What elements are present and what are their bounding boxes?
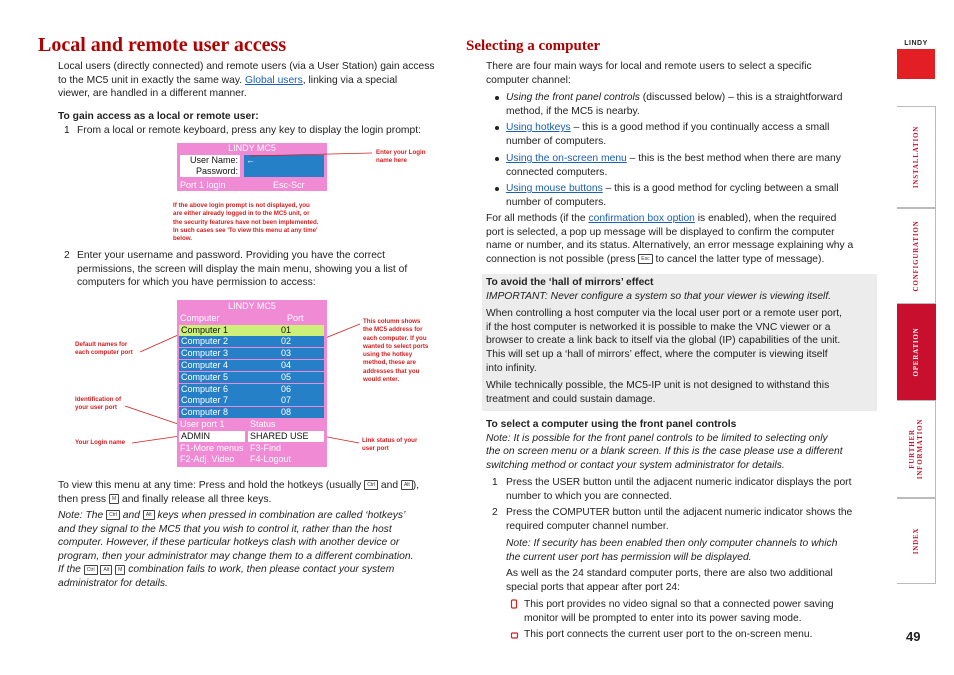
note-line: below. bbox=[173, 235, 193, 243]
computer-name: Computer 6 bbox=[181, 384, 229, 394]
text: and bbox=[122, 510, 140, 521]
note-line: name here bbox=[376, 157, 407, 165]
note-login-name: Your Login name bbox=[75, 439, 126, 446]
tab-installation[interactable] bbox=[897, 106, 936, 208]
text: special ports that appear after port 24: bbox=[506, 581, 681, 593]
intro-line: , linking via a special bbox=[302, 74, 398, 86]
computer-row[interactable] bbox=[179, 372, 324, 383]
note-line: the security features have not been implemented. bbox=[173, 218, 319, 226]
text: port is selected, a pop up message will be displayed to confirm the computer bbox=[486, 226, 835, 238]
text: computer channel: bbox=[486, 74, 571, 86]
menu-header: LINDY MC5 bbox=[228, 301, 276, 311]
computer-row[interactable] bbox=[179, 336, 324, 347]
note-line: each computer port bbox=[75, 349, 133, 357]
tab-further-information[interactable] bbox=[897, 400, 936, 498]
front-step-1-number: 1 bbox=[492, 477, 498, 488]
text: Press the bbox=[506, 477, 553, 488]
special-port-power-save bbox=[524, 598, 884, 625]
selecting-intro bbox=[486, 60, 881, 87]
computer-port: 04 bbox=[281, 360, 292, 370]
text: required computer channel number. bbox=[506, 520, 669, 532]
text: and bbox=[380, 480, 399, 491]
note-line: addresses that you bbox=[363, 367, 420, 375]
special-ports-intro bbox=[506, 567, 881, 594]
f2-adjust-video[interactable]: F2-Adj. Video bbox=[180, 454, 235, 464]
computer-row[interactable] bbox=[179, 384, 324, 395]
bullet-hotkeys bbox=[506, 121, 881, 148]
text: name or number, and its status. Alternatively, an error message explaining why a bbox=[486, 240, 854, 252]
global-users-link[interactable]: Global users bbox=[244, 74, 303, 86]
login-cursor-icon: ← bbox=[246, 155, 255, 165]
text: if the host computer is networked it is possible to make the VNC viewer or a bbox=[486, 321, 831, 333]
computer-name: Computer 3 bbox=[181, 348, 229, 358]
text: ), bbox=[412, 480, 420, 491]
text: Note: The bbox=[58, 510, 104, 521]
alt-key-icon: Alt bbox=[100, 565, 112, 575]
view-menu-paragraph bbox=[58, 479, 458, 506]
text: the current user port has permission will be displayed. bbox=[506, 551, 752, 563]
ctrl-key-icon: Ctrl bbox=[106, 510, 120, 520]
login-name-field: ADMIN bbox=[179, 431, 245, 442]
text: Press the bbox=[506, 507, 553, 518]
text: There are four main ways for local and remote users to select a specific bbox=[486, 61, 812, 72]
computer-port: 05 bbox=[281, 372, 292, 382]
front-step-2-number: 2 bbox=[492, 507, 498, 518]
front-step-1 bbox=[506, 476, 881, 503]
text: Note: It is possible for the front panel controls to be limited to selecting only bbox=[486, 432, 828, 444]
step-2-number: 2 bbox=[64, 250, 70, 261]
front-panel-section bbox=[486, 418, 881, 472]
f1-more-menus[interactable]: F1-More menus bbox=[180, 443, 244, 453]
text: If the bbox=[58, 564, 81, 576]
tab-label: INSTALLATION bbox=[912, 125, 920, 189]
text: number of computers. bbox=[506, 196, 607, 208]
note-enter-login bbox=[376, 149, 426, 166]
text: While technically possible, the MC5-IP unit is not designed to withstand this bbox=[486, 380, 830, 392]
intro-line: Local users (directly connected) and remote users (via a User Station) gain access bbox=[58, 61, 435, 72]
bullet-on-screen-menu bbox=[506, 152, 881, 179]
tab-label: CONFIGURATION bbox=[912, 220, 920, 292]
computer-row[interactable] bbox=[179, 348, 324, 359]
text: This will set up a ‘hall of mirrors’ effect, where the computer is viewing itself bbox=[486, 348, 828, 360]
text: Note: If security has been enabled then only computer channels to which bbox=[506, 538, 838, 549]
bullet-icon bbox=[495, 157, 499, 161]
bullet-icon bbox=[495, 187, 499, 191]
hotkeys-note bbox=[58, 509, 458, 591]
step-2-line: permissions, the screen will display the main menu, showing you a list of bbox=[77, 263, 408, 275]
on-screen-menu-port-icon bbox=[510, 629, 520, 641]
tab-label: FURTHER INFORMATION bbox=[908, 418, 924, 480]
note-line: each computer. If you bbox=[363, 334, 427, 342]
text: computer. However, if these particular hotkeys clash with another device or bbox=[58, 537, 400, 549]
text: – this is a good method if you continually access a small bbox=[570, 122, 830, 133]
text: To view this menu at any time: Press and hold the hotkeys (usually bbox=[58, 480, 362, 491]
security-note bbox=[506, 537, 881, 564]
text: administrator for details. bbox=[58, 577, 168, 589]
text: the on screen menu or a blank screen. If this is the case please use a different bbox=[486, 446, 843, 458]
page-number: 49 bbox=[906, 629, 921, 644]
user-port: User port 1 bbox=[180, 419, 225, 429]
tab-label: OPERATION bbox=[912, 327, 920, 377]
note-prompt-not-displayed bbox=[173, 202, 318, 243]
text: button until the adjacent numeric indicator displays the port bbox=[580, 477, 852, 488]
text: button until the adjacent numeric indicator shows the bbox=[609, 507, 853, 518]
computer-port: 03 bbox=[281, 348, 292, 358]
note-line: Link status of your bbox=[362, 437, 418, 444]
step-1-number: 1 bbox=[64, 125, 70, 136]
text: connected computers. bbox=[506, 166, 608, 178]
note-line: your user port bbox=[75, 404, 117, 412]
user-button-label: USER bbox=[552, 477, 581, 488]
note-line: Identification of bbox=[75, 396, 122, 403]
bullet-icon bbox=[495, 126, 499, 130]
computer-port: 07 bbox=[281, 395, 292, 405]
text: combination fails to work, then please contact your system bbox=[128, 564, 395, 576]
text: and they signal to the MC5 that you wish to control it, rather than the host bbox=[58, 523, 392, 535]
hall-of-mirrors-content bbox=[486, 276, 876, 406]
computer-name: Computer 5 bbox=[181, 372, 229, 382]
note-line: the MC5 address for bbox=[363, 326, 423, 334]
tab-label: INDEX bbox=[912, 527, 920, 555]
note-line: are either already logged in to the MC5 unit, or bbox=[173, 210, 310, 218]
text: keys when pressed in combination are called ‘hotkeys’ bbox=[157, 510, 406, 521]
computer-port: 06 bbox=[281, 384, 292, 394]
confirmation-box-link[interactable]: confirmation box option bbox=[588, 213, 695, 224]
front-panel-heading: To select a computer using the front panel controls bbox=[486, 419, 737, 430]
computer-row[interactable] bbox=[179, 407, 324, 418]
m-key-icon: M bbox=[115, 565, 125, 575]
f4-logout[interactable]: F4-Logout bbox=[250, 454, 292, 464]
ctrl-key-icon: Ctrl bbox=[84, 565, 98, 575]
note-line: Default names for bbox=[75, 341, 128, 348]
bullet-front-panel bbox=[506, 91, 881, 118]
computer-name: Computer 1 bbox=[181, 325, 229, 335]
text: is enabled), when the required bbox=[694, 213, 837, 224]
note-identification bbox=[75, 396, 121, 413]
text: – this is a good method for cycling between a small bbox=[602, 183, 839, 194]
text: and finally release all three keys. bbox=[122, 493, 272, 505]
esc-screen-save: Esc-Scr Save bbox=[273, 180, 305, 200]
computer-name: Computer 7 bbox=[181, 395, 229, 405]
text: (discussed below) – this is a straightforward bbox=[639, 92, 843, 103]
f3-find[interactable]: F3-Find bbox=[250, 443, 282, 453]
text: program, then your administrator may change them to a different combination. bbox=[58, 550, 414, 562]
step-2-line: computers for which you have permission to access: bbox=[77, 277, 316, 289]
password-label: Password: bbox=[195, 166, 238, 176]
using-hotkeys-link[interactable]: Using hotkeys bbox=[506, 122, 571, 133]
esc-key-icon: Esc bbox=[638, 254, 652, 264]
col-computer: Computer bbox=[180, 313, 220, 323]
computer-port: 08 bbox=[281, 407, 292, 417]
front-step-2 bbox=[506, 506, 881, 533]
main-menu-screen bbox=[177, 300, 327, 467]
text: This port provides no video signal so that a connected power saving bbox=[524, 599, 834, 610]
step-2-text bbox=[77, 249, 457, 290]
step-2-line: Enter your username and password. Providing you have the correct bbox=[77, 250, 385, 261]
computer-row[interactable] bbox=[179, 360, 324, 371]
logo-text: LINDY bbox=[904, 40, 928, 47]
intro-line: viewer, are handled in a different manner. bbox=[58, 88, 247, 100]
text: to cancel the latter type of message). bbox=[655, 253, 825, 265]
tab-index[interactable] bbox=[897, 498, 936, 584]
note-line: using the hotkey bbox=[363, 351, 413, 359]
note-line: would enter. bbox=[363, 376, 400, 384]
text: number of computers. bbox=[506, 135, 607, 147]
bullet-icon bbox=[495, 96, 499, 100]
text: switching method or contact your system administrator for details. bbox=[486, 459, 785, 471]
text: into infinity. bbox=[486, 362, 537, 374]
computer-row[interactable] bbox=[179, 395, 324, 406]
computer-port: 02 bbox=[281, 336, 292, 346]
text: monitor will be prompted to enter into its power saving mode. bbox=[524, 612, 802, 624]
tab-configuration[interactable] bbox=[897, 208, 936, 304]
note-line: If the above login prompt is not displayed, you bbox=[173, 202, 310, 209]
note-column-address bbox=[363, 318, 428, 384]
text: For all methods (if the bbox=[486, 213, 589, 224]
ctrl-key-icon: Ctrl bbox=[364, 480, 378, 490]
bullet-mouse-buttons bbox=[506, 182, 881, 209]
text: As well as the 24 standard computer ports, there are also two additional bbox=[506, 568, 833, 579]
gain-access-heading: To gain access as a local or remote user: bbox=[58, 111, 259, 122]
text: then press bbox=[58, 493, 107, 505]
note-line: This column shows bbox=[363, 318, 421, 325]
computer-name: Computer 8 bbox=[181, 407, 229, 417]
alt-key-icon: Alt bbox=[143, 510, 155, 520]
all-methods-paragraph bbox=[486, 212, 881, 266]
power-save-port-icon bbox=[510, 599, 520, 611]
mouse-buttons-link[interactable]: Using mouse buttons bbox=[506, 183, 603, 194]
note-line: method, these are bbox=[363, 359, 416, 367]
alt-key-icon: Alt bbox=[401, 480, 413, 490]
note-line: wanted to select ports bbox=[363, 342, 429, 350]
status-label: Status bbox=[250, 419, 276, 429]
intro-line: to the MC5 unit in exactly the same way. bbox=[58, 74, 245, 86]
note-line: user port bbox=[362, 445, 389, 453]
text: connection is not possible (press bbox=[486, 253, 636, 265]
login-port: Port 1 login bbox=[180, 180, 226, 190]
computer-port: 01 bbox=[281, 325, 292, 335]
text: method, if the MC5 is nearby. bbox=[506, 105, 640, 117]
computer-button-label: COMPUTER bbox=[552, 507, 610, 518]
note-link-status bbox=[362, 437, 417, 454]
computer-name: Computer 4 bbox=[181, 360, 229, 370]
m-key-icon: M bbox=[109, 494, 119, 504]
login-screen-header: LINDY MC5 bbox=[228, 143, 276, 153]
special-port-on-screen-menu: This port connects the current user port to the on-screen menu. bbox=[524, 629, 813, 640]
computer-row[interactable] bbox=[179, 325, 324, 336]
step-1-text: From a local or remote keyboard, press any key to display the login prompt: bbox=[77, 125, 421, 136]
note-line: Enter your Login bbox=[376, 149, 426, 156]
page-title: Local and remote user access bbox=[38, 34, 287, 56]
text: When controlling a host computer via the local user port or a remote user port, bbox=[486, 308, 842, 320]
link-status-field: SHARED USE bbox=[248, 431, 324, 442]
user-name-label: User Name: bbox=[189, 155, 238, 165]
on-screen-menu-link[interactable]: Using the on-screen menu bbox=[506, 153, 627, 164]
note-line: In such cases see 'To view this menu at any time' bbox=[173, 226, 318, 234]
text: treatment and could sustain damage. bbox=[486, 393, 656, 405]
note-default-names bbox=[75, 341, 133, 358]
mirrors-important: IMPORTANT: Never configure a system so that your viewer is viewing itself. bbox=[486, 290, 832, 302]
text: – this is the best method when there are many bbox=[626, 153, 841, 164]
computer-name: Computer 2 bbox=[181, 336, 229, 346]
text: browser to create a link back to itself via the global (IP) capabilities of the unit. bbox=[486, 335, 841, 347]
mirrors-heading: To avoid the ‘hall of mirrors’ effect bbox=[486, 277, 654, 288]
text: number to which you are connected. bbox=[506, 490, 672, 502]
text: Using the front panel controls bbox=[506, 92, 640, 103]
section-title: Selecting a computer bbox=[466, 38, 601, 54]
tab-operation[interactable] bbox=[897, 304, 936, 400]
col-port: Port bbox=[287, 313, 304, 323]
